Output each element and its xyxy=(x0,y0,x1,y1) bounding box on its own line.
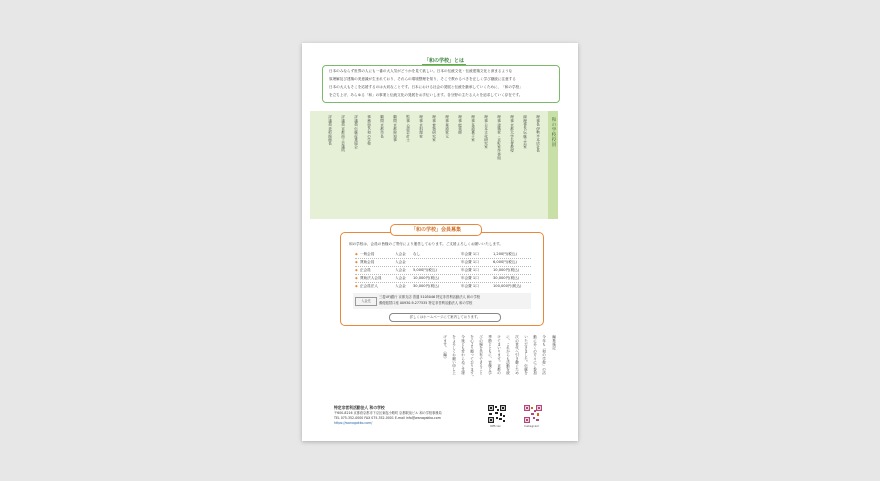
member-entry: 理事 京都大学名誉教授 xyxy=(510,115,515,153)
members-title-bar xyxy=(548,111,558,219)
afterword-line: 動に多くの方々にご参加 xyxy=(533,335,538,375)
entry-label: 入会金 xyxy=(395,276,406,280)
qr-code-official[interactable] xyxy=(488,405,506,423)
annual-fee: 6,000円(税込) xyxy=(493,260,517,264)
diamond-icon: ◆ xyxy=(355,276,358,280)
bank-label: 入金先 xyxy=(355,297,377,306)
afterword-line: をよろしくお願い申し上 xyxy=(452,335,457,375)
member-type: 正会員法人 xyxy=(360,284,378,288)
member-type: 賛助法人会員 xyxy=(360,276,382,280)
intro-box xyxy=(322,65,560,103)
fee-label: 年会費 1口 xyxy=(461,276,479,280)
annual-fee: 10,000円(税込) xyxy=(493,268,520,272)
brochure-page xyxy=(302,43,578,441)
member-entry: 評議員 伝統産業協会 xyxy=(354,115,359,149)
annual-fee: 30,000円(税込) xyxy=(493,276,520,280)
member-entry: 理事 建築家・京町家作事組 xyxy=(497,115,502,160)
fee-label: 年会費 1口 xyxy=(461,268,479,272)
member-entry: 副理事長 伝統工芸家 xyxy=(523,115,528,149)
postal-account: 郵便振替口座 00930-9-277535 特定非営利活動法人 和の学校 xyxy=(379,301,473,305)
afterword-line: に、これからも活動を続 xyxy=(506,335,511,375)
member-entry: 顧問 京都市長 xyxy=(380,115,385,138)
member-entry: 理事 茶道裏千家 xyxy=(471,115,476,142)
member-entry: 理事長 伊勢半本店社長 xyxy=(536,115,541,153)
afterword-section xyxy=(432,335,562,399)
diamond-icon: ◆ xyxy=(355,284,358,288)
annual-fee: 1,200円(税込) xyxy=(493,252,517,256)
member-entry: 理事 日本文化研究家 xyxy=(484,115,489,149)
diamond-icon: ◆ xyxy=(355,268,358,272)
member-entry: 監事 公認会計士 xyxy=(406,115,411,142)
afterword-line: 今年も「和の学校」の活 xyxy=(542,335,547,375)
diamond-icon: ◆ xyxy=(355,252,358,256)
afterword-title: 編集後記 xyxy=(552,335,557,350)
recruit-title: 「和の学校」会員募集 xyxy=(390,224,482,236)
fee-label: 年会費 1口 xyxy=(461,252,479,256)
entry-fee: なし xyxy=(413,252,421,256)
afterword-line: げます。（編） xyxy=(443,335,448,361)
member-type: 正会員 xyxy=(360,268,371,272)
bank-info xyxy=(353,293,531,309)
bank-account: 三菱UFJ銀行 京都支店 普通 5105046 特定非営利活動法人 和の学校 xyxy=(379,295,481,299)
members-section xyxy=(310,111,558,219)
fee-label: 年会費 1口 xyxy=(461,284,479,288)
fee-label: 年会費 1口 xyxy=(461,260,479,264)
afterword-line: けてまいります。京都の xyxy=(497,335,502,375)
org-address: 〒600-8216 京都府京都市下京区東塩小路町 京都駅前ビル 和の学校事務局 xyxy=(334,411,442,415)
member-type: 一般会員 xyxy=(360,252,375,256)
annual-fee: 100,000円(税込) xyxy=(493,284,522,288)
members-title: 和の学校役員 xyxy=(551,117,556,147)
intro-line: 原理解及び建築の美意識が生まれており、それらの環境整理を知り、そこで教わるべきを正しく学び継続に注意する xyxy=(329,77,516,81)
recruit-intro: 和の学校は、会員の皆様のご寄付により運営しております。ご支援よろしくお願いいたします。 xyxy=(349,242,503,246)
afterword-line: びの場を共有できること xyxy=(479,335,484,375)
entry-label: 入会金 xyxy=(395,268,406,272)
qr-code-instagram[interactable] xyxy=(524,405,542,423)
entry-label: 入会金 xyxy=(395,260,406,264)
website-link[interactable]: https://wanogakko.com/ xyxy=(334,421,373,425)
intro-line: 日本の大人もそこを応援するのは大切なことです。日本における社会の発展と伝統を継承していくために、「和の学校」 xyxy=(329,85,523,89)
afterword-line: を心より願っております。 xyxy=(470,335,475,379)
entry-fee: 5,000円(税込) xyxy=(413,268,437,272)
diamond-icon: ◆ xyxy=(355,260,358,264)
member-entry: 顧問 京都府知事 xyxy=(393,115,398,142)
homepage-note[interactable]: 詳しくはホームページにて案内しております。 xyxy=(389,313,501,322)
afterword-line: 今後とも変わらぬご支援 xyxy=(461,335,466,375)
member-entry: 事務局長 和の学校 xyxy=(367,115,372,145)
member-entry: 理事 華道家元 xyxy=(445,115,450,138)
member-entry: 評議員 京都商工会議所 xyxy=(341,115,346,153)
afterword-line: 次の世代へ引き継ぐため xyxy=(515,335,520,375)
member-entry: 理事 能楽師 xyxy=(458,115,463,135)
afterword-line: 季節とともに、皆様と学 xyxy=(488,335,493,375)
qr-caption: Official xyxy=(490,424,501,428)
member-type: 賛助会員 xyxy=(360,260,375,264)
entry-fee: 10,000円(税込) xyxy=(413,276,440,280)
entry-label: 入会金 xyxy=(395,284,406,288)
entry-label: 入会金 xyxy=(395,252,406,256)
member-entry: 理事 京料理家 xyxy=(419,115,424,138)
org-name: 特定非営利活動法人 和の学校 xyxy=(334,405,385,410)
member-entry: 評議員 美術館館長 xyxy=(328,115,333,145)
intro-line: を立ち上げ、あらゆる「和」の事業と伝統文化の発展をお手伝いします。各分野の主たる人々を追求していく存在です。 xyxy=(329,93,523,97)
intro-line: 日本のみならず世界の人にも一番の大人気がどうかを見て欲しい。日本の伝統文化・伝統建築文化と深まるような xyxy=(329,69,513,73)
section-title-about: 「和の学校」とは xyxy=(424,58,465,64)
entry-fee: 30,000円(税込) xyxy=(413,284,440,288)
qr-caption: Instagram xyxy=(524,424,540,428)
afterword-line: いただきました。伝統を xyxy=(524,335,529,375)
recruit-box xyxy=(340,232,544,326)
org-contact: TEL 075-352-0000 FAX 075-352-0001 E-mail info@wanogakko.com xyxy=(334,416,441,420)
member-entry: 理事 着物研究家 xyxy=(432,115,437,142)
